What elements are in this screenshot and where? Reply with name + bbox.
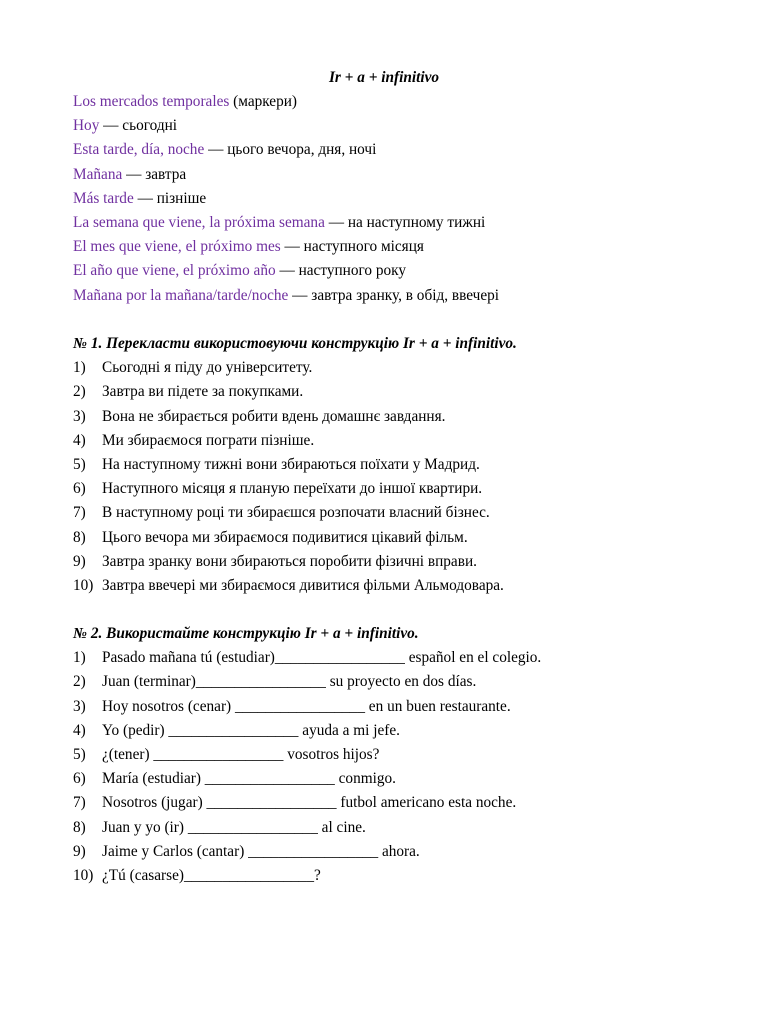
exercise-2-heading: № 2. Використайте конструкцію Ir + a + infinitivo. <box>73 625 419 642</box>
item-number: 3) <box>73 407 86 425</box>
marker-es: Mañana <box>73 165 123 183</box>
item-text: Цього вечора ми збираємося подивитися цікавий фільм. <box>102 528 468 546</box>
item-text: Ми збираємося пограти пізніше. <box>102 431 315 449</box>
marker-es: Más tarde <box>73 189 134 207</box>
item-text: Наступного місяця я планую переїхати до іншої квартири. <box>102 480 483 498</box>
item-text: Вона не збирається робити вдень домашнє завдання. <box>102 407 446 425</box>
list-item <box>73 719 733 743</box>
marker-item <box>73 163 733 187</box>
item-text: Pasado mañana tú (estudiar)_________________ español en el colegio. <box>102 649 542 667</box>
item-text: Nosotros (jugar) _________________ futbol americano esta noche. <box>102 794 517 812</box>
list-item <box>73 695 733 719</box>
item-text: Завтра ви підете за покупками. <box>102 383 304 401</box>
marker-es: Hoy <box>73 117 100 135</box>
list-item <box>73 767 733 791</box>
item-text: Hoy nosotros (cenar) _________________ en un buen restaurante. <box>102 697 511 715</box>
item-text: Jaime y Carlos (cantar) _________________ ahora. <box>102 842 420 860</box>
marker-es: Esta tarde, día, noche <box>73 141 205 159</box>
list-item <box>73 526 733 550</box>
markers-heading-ua: (маркери) <box>229 93 298 110</box>
marker-es: Mañana por la mañana/tarde/noche <box>73 286 289 304</box>
list-item <box>73 550 733 574</box>
list-item <box>73 477 733 501</box>
marker-item <box>73 284 733 308</box>
marker-ua: — на наступному тижні <box>324 213 486 231</box>
marker-ua: — цього вечора, дня, ночі <box>204 141 377 159</box>
item-number: 1) <box>73 649 86 667</box>
markers-heading-es: Los mercados temporales <box>73 93 230 110</box>
item-text: Завтра ввечері ми збираємося дивитися фільми Альмодовара. <box>102 576 504 594</box>
item-number: 2) <box>73 673 86 691</box>
item-text: Yo (pedir) _________________ ayuda a mi jefe. <box>102 721 400 739</box>
list-item <box>73 453 733 477</box>
marker-item <box>73 138 733 162</box>
item-text: Завтра зранку вони збираються поробити фізичні вправи. <box>102 552 477 570</box>
marker-item <box>73 211 733 235</box>
marker-ua: — завтра <box>122 165 187 183</box>
exercise-2-section <box>73 622 733 888</box>
item-number: 8) <box>73 528 86 546</box>
list-item <box>73 356 733 380</box>
item-number: 4) <box>73 431 86 449</box>
item-text: Сьогодні я піду до університету. <box>102 359 313 377</box>
exercise-1-heading: № 1. Перекласти використовуючи конструкцію Ir + a + infinitivo. <box>73 335 517 352</box>
item-text: ¿(tener) _________________ vosotros hijos? <box>102 745 380 763</box>
markers-heading <box>73 90 733 114</box>
item-number: 7) <box>73 504 86 522</box>
item-number: 10) <box>73 866 94 884</box>
item-number: 7) <box>73 794 86 812</box>
marker-es: El año que viene, el próximo año <box>73 262 276 280</box>
item-text: Juan y yo (ir) _________________ al cine. <box>102 818 366 836</box>
time-markers-section <box>73 90 733 308</box>
marker-item <box>73 187 733 211</box>
list-item <box>73 574 733 598</box>
item-number: 5) <box>73 745 86 763</box>
marker-item <box>73 235 733 259</box>
item-text: María (estudiar) _________________ conmigo. <box>102 770 396 788</box>
item-number: 2) <box>73 383 86 401</box>
item-number: 8) <box>73 818 86 836</box>
item-number: 9) <box>73 842 86 860</box>
list-item <box>73 429 733 453</box>
marker-ua: — наступного року <box>275 262 407 280</box>
item-number: 5) <box>73 455 86 473</box>
list-item <box>73 840 733 864</box>
item-number: 9) <box>73 552 86 570</box>
list-item <box>73 743 733 767</box>
list-item <box>73 816 733 840</box>
item-number: 6) <box>73 480 86 498</box>
item-text: В наступному році ти збираєшся розпочати власний бізнес. <box>102 504 490 522</box>
marker-item <box>73 259 733 283</box>
list-item <box>73 670 733 694</box>
marker-item <box>73 114 733 138</box>
item-number: 1) <box>73 359 86 377</box>
list-item <box>73 864 733 888</box>
marker-ua: — наступного місяця <box>280 238 424 256</box>
item-text: Juan (terminar)_________________ su proyecto en dos días. <box>102 673 477 691</box>
list-item <box>73 646 733 670</box>
list-item <box>73 380 733 404</box>
marker-es: El mes que viene, el próximo mes <box>73 238 281 256</box>
item-number: 6) <box>73 770 86 788</box>
marker-ua: — завтра зранку, в обід, ввечері <box>288 286 500 304</box>
item-number: 3) <box>73 697 86 715</box>
item-text: На наступному тижні вони збираються поїхати у Мадрид. <box>102 455 480 473</box>
item-number: 4) <box>73 721 86 739</box>
item-number: 10) <box>73 576 94 594</box>
marker-ua: — сьогодні <box>99 117 178 135</box>
page-title: Ir + a + infinitivo <box>328 69 440 86</box>
item-text: ¿Tú (casarse)_________________? <box>102 866 321 884</box>
exercise-1-section <box>73 332 733 598</box>
list-item <box>73 501 733 525</box>
marker-es: La semana que viene, la próxima semana <box>73 213 325 231</box>
list-item <box>73 405 733 429</box>
list-item <box>73 791 733 815</box>
marker-ua: — пізніше <box>133 189 207 207</box>
